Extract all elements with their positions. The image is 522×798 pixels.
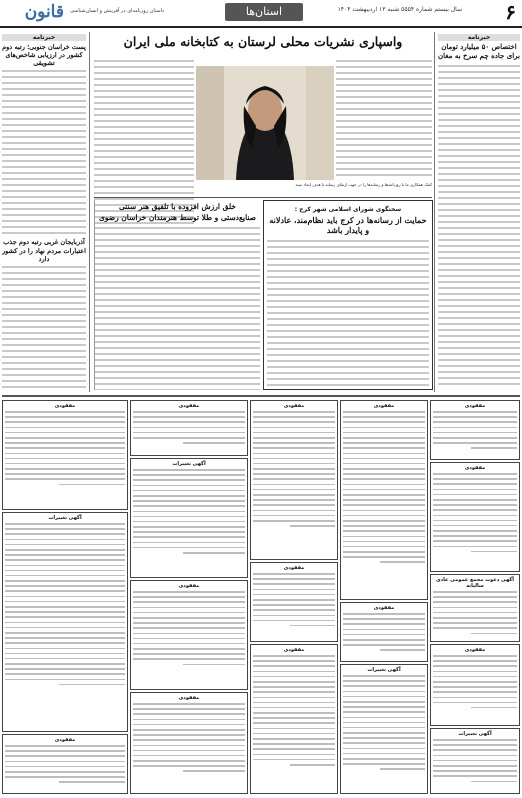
newspaper-logo: قانون [24, 2, 64, 22]
portrait-photo [196, 66, 334, 180]
ad-title: مفقودی [283, 565, 305, 571]
ad-body [343, 613, 425, 651]
story-handicraft [94, 200, 260, 390]
ad-body [5, 411, 125, 485]
left-second-headline: آذربایجان غربی رتبه دوم جذب اعتبارات مردم نهاد را در کشور دارد [2, 238, 86, 263]
ad-title: آگهی تغییرات [48, 515, 82, 521]
ad-title: مفقودی [464, 465, 486, 471]
section-title: استان‌ها [225, 3, 303, 21]
ad-body [133, 411, 245, 444]
ad-body [433, 591, 517, 634]
ad-body [5, 745, 125, 783]
ad-title: مفقودی [54, 403, 76, 409]
ad-body [133, 703, 245, 772]
ad-title: مفقودی [464, 647, 486, 653]
main-headline: واسپاری نشریات محلی لرستان به کتابخانه ملی ایران [123, 34, 403, 49]
ad-body [433, 473, 517, 552]
ad-box [130, 400, 248, 456]
story-karaj [263, 200, 433, 390]
ad-box [430, 728, 520, 794]
photo-caption-wrap [196, 182, 432, 196]
ad-box [430, 644, 520, 726]
divider-rule [94, 197, 432, 198]
left-headline: پست خراسان جنوبی؛ رتبه دوم کشور در ارزیابی شاخص‌های تشویقی [2, 43, 86, 68]
left-column [2, 32, 90, 392]
karaj-headline: حمایت از رسانه‌ها در کرج باید نظام‌مند، عادلانه و پایدار باشد [269, 215, 427, 235]
photo-caption: کمک همکاری ما با روزنامه‌ها و رسانه‌ها را در جهت ارتقای رسانه با هدف ایجاد سند [295, 182, 432, 187]
ad-box [130, 692, 248, 794]
ad-box [340, 400, 428, 600]
ad-title: مفقودی [178, 583, 200, 589]
ad-body [133, 469, 245, 554]
page-number: ۶ [505, 0, 516, 24]
left-kicker: خبرنامه [2, 34, 86, 41]
handicraft-headline: خلق ارزش افزوده با تلفیق هنر سنتی [119, 202, 236, 211]
ad-body [133, 591, 245, 665]
ad-body [5, 523, 125, 685]
issue-line: سال بیستم شماره ۵۵۵۴ شنبه ۱۳ اردیبهشت ۱۴۰۴ [337, 6, 462, 13]
karaj-body [267, 240, 429, 390]
karaj-kicker: سخنگوی شورای اسلامی شهر کرج : [294, 206, 402, 213]
left-second-body [2, 266, 86, 392]
right-kicker: خبرنامه [438, 34, 520, 41]
right-headline: اختصاص ۵۰ میلیارد تومان برای جاده چم سرخ به مغان [438, 42, 520, 60]
ad-box [250, 562, 338, 642]
handicraft-body [95, 227, 260, 390]
ad-body [253, 573, 335, 626]
ad-title: مفقودی [283, 647, 305, 653]
ad-title: مفقودی [373, 605, 395, 611]
ad-box [340, 602, 428, 662]
ad-box [250, 644, 338, 794]
ad-title: مفقودی [54, 737, 76, 743]
ad-box [340, 664, 428, 794]
right-column [434, 32, 520, 392]
left-body-text [2, 70, 86, 234]
ad-title: مفقودی [178, 695, 200, 701]
ad-box [2, 400, 128, 510]
tagline: داستان روزنامه‌ای در آفرینش و انسان‌شناسی [70, 8, 165, 14]
ad-title: مفقودی [373, 403, 395, 409]
ad-box [2, 734, 128, 794]
ad-title: مفقودی [464, 403, 486, 409]
ads-divider [2, 395, 520, 397]
ad-box [430, 574, 520, 642]
main-headline-wrap [94, 34, 432, 54]
ad-title: مفقودی [283, 403, 305, 409]
ad-box [2, 512, 128, 732]
ad-body [433, 655, 517, 708]
ad-box [430, 400, 520, 460]
ad-title: مفقودی [178, 403, 200, 409]
main-body-right [336, 60, 432, 180]
ad-body [253, 411, 335, 527]
portrait-image [196, 66, 334, 180]
ad-title: آگهی دعوت مجمع عمومی عادی سالیانه [435, 577, 515, 589]
ad-title: آگهی تغییرات [458, 731, 492, 737]
ad-box [430, 462, 520, 572]
ad-body [433, 411, 517, 449]
ad-body [343, 411, 425, 563]
ad-body [433, 739, 517, 782]
ad-title: آگهی تغییرات [367, 667, 401, 673]
handicraft-subhead: صنایع‌دستی و طلا توسط هنرمندان خراسان رضوی [98, 213, 257, 223]
ad-box [250, 400, 338, 560]
ad-title: آگهی تغییرات [172, 461, 206, 467]
right-body-text [438, 65, 520, 385]
ad-box [130, 580, 248, 690]
masthead [0, 0, 522, 28]
ad-box [130, 458, 248, 578]
ad-body [253, 655, 335, 766]
ad-body [343, 675, 425, 770]
